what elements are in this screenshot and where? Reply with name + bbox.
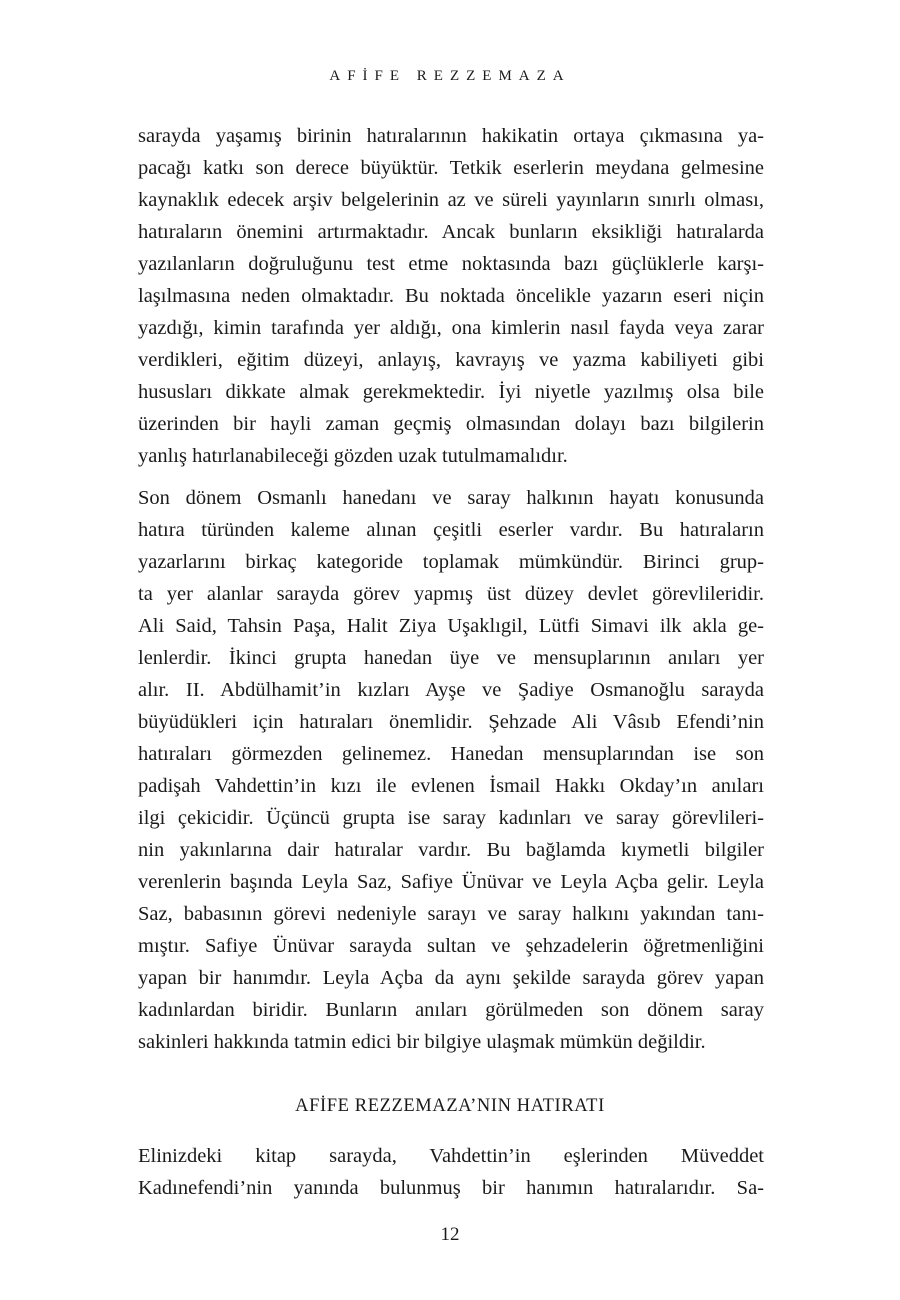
paragraph-line: yazdığı, kimin tarafında yer aldığı, ona kimlerin nasıl fayda veya zarar xyxy=(138,317,764,339)
paragraph-line: Kadınefendi’nin yanında bulunmuş bir hanımın hatıralarıdır. Sa- xyxy=(138,1177,764,1199)
body-paragraph-1 xyxy=(138,120,764,472)
paragraph-line: Elinizdeki kitap sarayda, Vahdettin’in eşlerinden Müveddet xyxy=(138,1145,764,1167)
paragraph-line: yapan bir hanımdır. Leyla Açba da aynı şekilde sarayda görev yapan xyxy=(138,967,764,989)
paragraph-line: hatıra türünden kaleme alınan çeşitli eserler vardır. Bu hatıraların xyxy=(138,519,764,541)
paragraph-line: nin yakınlarına dair hatıralar vardır. Bu bağlamda kıymetli bilgiler xyxy=(138,839,764,861)
paragraph-line: ta yer alanlar sarayda görev yapmış üst düzey devlet görevlileridir. xyxy=(138,583,764,605)
paragraph-line: lenlerdir. İkinci grupta hanedan üye ve mensuplarının anıları yer xyxy=(138,647,764,669)
paragraph-line: hatıraların önemini artırmaktadır. Ancak bunların eksikliği hatıralarda xyxy=(138,221,764,243)
paragraph-line: sarayda yaşamış birinin hatıralarının hakikatin ortaya çıkmasına ya- xyxy=(138,125,764,147)
paragraph-line: padişah Vahdettin’in kızı ile evlenen İsmail Hakkı Okday’ın anıları xyxy=(138,775,764,797)
paragraph-line: mıştır. Safiye Ünüvar sarayda sultan ve şehzadelerin öğretmenliğini xyxy=(138,935,764,957)
body-paragraph-3 xyxy=(138,1140,764,1204)
paragraph-line: yanlış hatırlanabileceği gözden uzak tutulmamalıdır. xyxy=(138,445,568,467)
page-number: 12 xyxy=(440,1224,460,1245)
paragraph-line: yazılanların doğruluğunu test etme noktasında bazı güçlüklerle karşı- xyxy=(138,253,764,275)
paragraph-line: Son dönem Osmanlı hanedanı ve saray halkının hayatı konusunda xyxy=(138,487,764,509)
paragraph-line: ilgi çekicidir. Üçüncü grupta ise saray kadınları ve saray görevlileri- xyxy=(138,807,764,829)
paragraph-line: alır. II. Abdülhamit’in kızları Ayşe ve Şadiye Osmanoğlu sarayda xyxy=(138,679,764,701)
paragraph-line: verenlerin başında Leyla Saz, Safiye Ünüvar ve Leyla Açba gelir. Leyla xyxy=(138,871,764,893)
paragraph-line: yazarlarını birkaç kategoride toplamak mümkündür. Birinci grup- xyxy=(138,551,764,573)
paragraph-line: Saz, babasının görevi nedeniyle sarayı ve saray halkını yakından tanı- xyxy=(138,903,764,925)
paragraph-line: kaynaklık edecek arşiv belgelerinin az ve süreli yayınların sınırlı olması, xyxy=(138,189,764,211)
paragraph-line: üzerinden bir hayli zaman geçmiş olmasından dolayı bazı bilgilerin xyxy=(138,413,764,435)
paragraph-line: pacağı katkı son derece büyüktür. Tetkik eserlerin meydana gelmesine xyxy=(138,157,764,179)
body-paragraph-2 xyxy=(138,482,764,1058)
paragraph-line: hususları dikkate almak gerekmektedir. İyi niyetle yazılmış olsa bile xyxy=(138,381,764,403)
section-heading: AFİFE REZZEMAZA’NIN HATIRATI xyxy=(295,1096,605,1116)
paragraph-line: verdikleri, eğitim düzeyi, anlayış, kavrayış ve yazma kabiliyeti gibi xyxy=(138,349,764,371)
paragraph-line: büyüdükleri için hatıraları önemlidir. Şehzade Ali Vâsıb Efendi’nin xyxy=(138,711,764,733)
paragraph-line: laşılmasına neden olmaktadır. Bu noktada öncelikle yazarın eseri niçin xyxy=(138,285,764,307)
paragraph-line: kadınlardan biridir. Bunların anıları görülmeden son dönem saray xyxy=(138,999,764,1021)
paragraph-line: Ali Said, Tahsin Paşa, Halit Ziya Uşaklıgil, Lütfi Simavi ilk akla ge- xyxy=(138,615,764,637)
paragraph-line: sakinleri hakkında tatmin edici bir bilgiye ulaşmak mümkün değildir. xyxy=(138,1031,706,1053)
paragraph-line: hatıraları görmezden gelinemez. Hanedan mensuplarından ise son xyxy=(138,743,764,765)
running-header: AFİFE REZZEMAZA xyxy=(329,68,571,84)
